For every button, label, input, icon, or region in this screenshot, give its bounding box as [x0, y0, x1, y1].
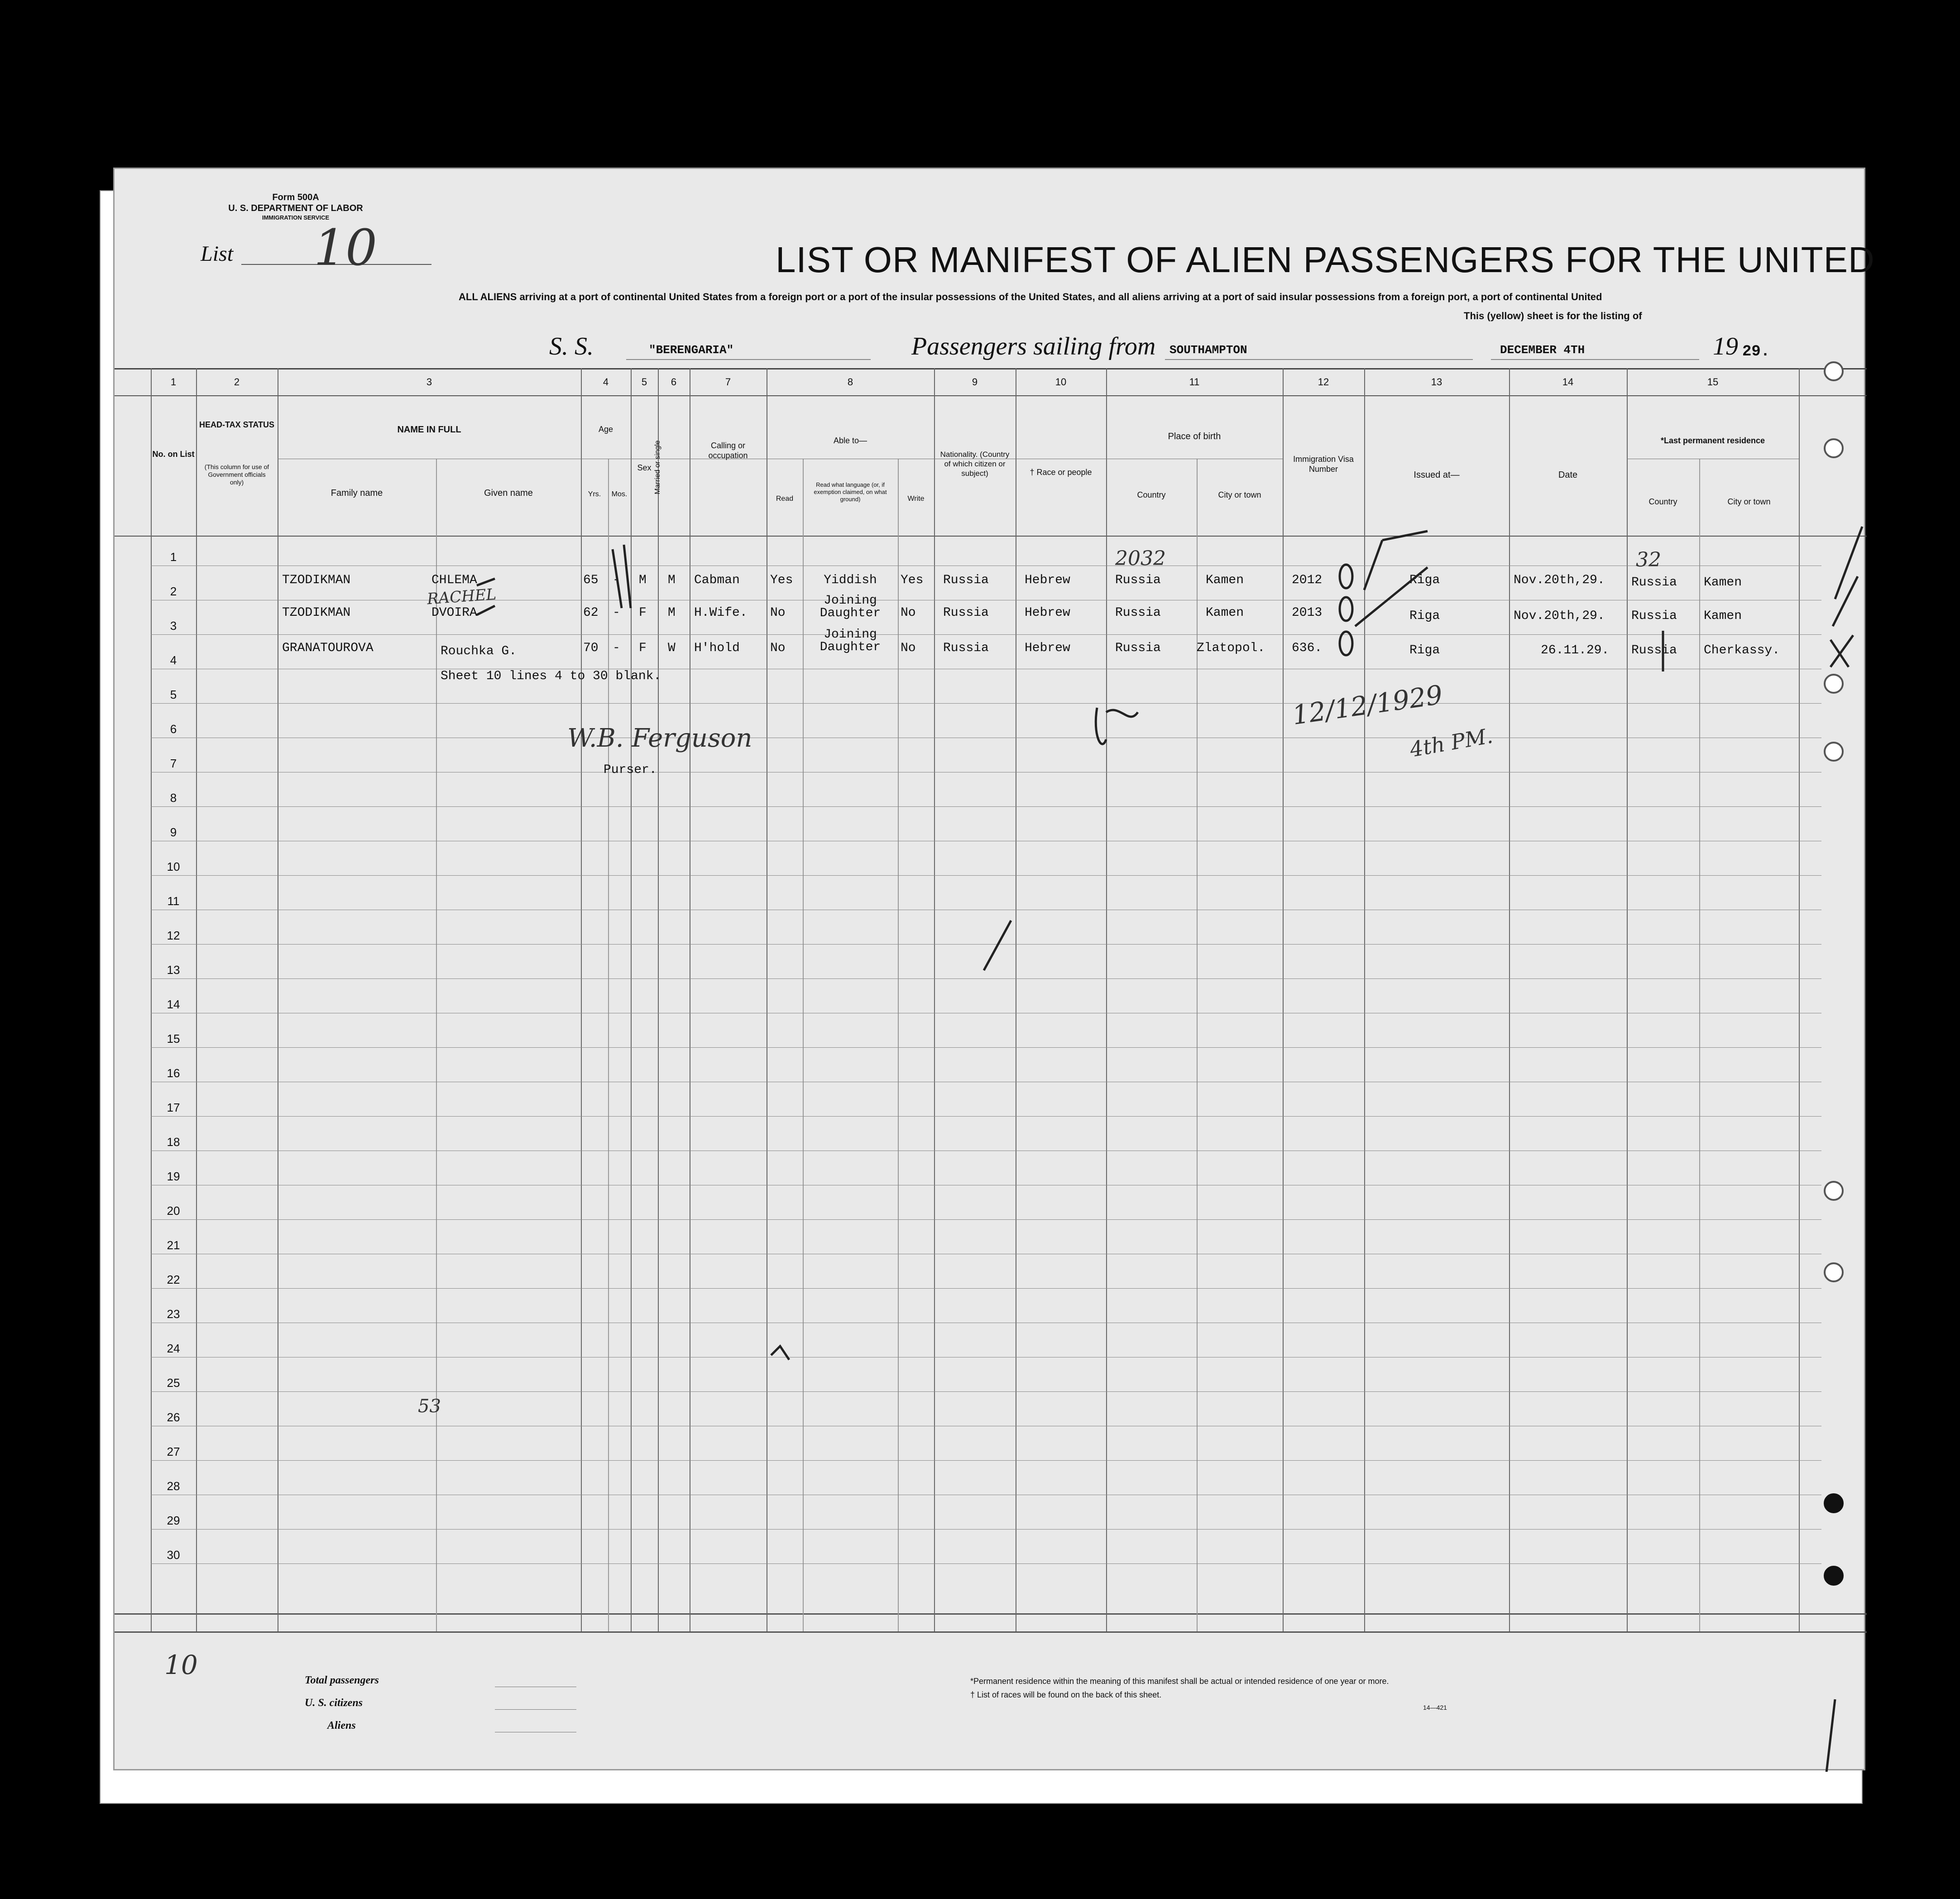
row3-visa: 636.: [1292, 641, 1323, 655]
header-date: Date: [1558, 470, 1578, 480]
header-visa: Immigration Visa Number: [1293, 455, 1354, 474]
stray-caret: [771, 1346, 789, 1360]
row2-birth-country: Russia: [1115, 606, 1161, 620]
row-number: 16: [167, 1066, 180, 1080]
binder-hole: [1824, 361, 1844, 381]
header-res-city: City or town: [1727, 497, 1771, 506]
row-number: 18: [167, 1135, 180, 1149]
purser-signature: W.B. Ferguson: [567, 724, 752, 753]
departure-date: DECEMBER 4TH: [1500, 343, 1585, 357]
col-number-13: 13: [1431, 376, 1442, 388]
header-head-tax: HEAD-TAX STATUS: [199, 420, 274, 429]
row1-write: Yes: [901, 573, 924, 587]
row3-language: Joining Daughter: [819, 628, 881, 654]
header-issued-at: Issued at—: [1414, 470, 1460, 480]
visa-check-1: [1364, 531, 1428, 590]
col-number-1: 1: [170, 376, 177, 388]
row1-nationality: Russia: [943, 573, 989, 587]
row3-calling: H'hold: [694, 641, 740, 655]
col-number-3: 3: [426, 376, 432, 388]
row3-issued-at: Riga: [1409, 643, 1440, 657]
footer-note-races: † List of races will be found on the back of this sheet.: [970, 1690, 1162, 1699]
manifest-title: LIST OR MANIFEST OF ALIEN PASSENGERS FOR THE UNITED: [776, 240, 1875, 280]
ss-label: S. S.: [549, 332, 594, 360]
footer-note-residence: *Permanent residence within the meaning of this manifest shall be actual or intended residence of one year or more.: [970, 1677, 1389, 1686]
row1-visa: 2012: [1292, 573, 1323, 587]
header-calling: Calling or occupation: [708, 441, 748, 460]
service-label: IMMIGRATION SERVICE: [262, 214, 330, 221]
row2-family: TZODIKMAN: [282, 606, 351, 620]
list-number: 10: [314, 219, 377, 277]
col-number-15: 15: [1707, 376, 1719, 388]
departure-port: SOUTHAMPTON: [1169, 343, 1247, 357]
row2-read: No: [770, 606, 786, 620]
year-suffix: 29.: [1742, 343, 1770, 360]
row3-sex: F: [639, 641, 647, 655]
col-number-14: 14: [1562, 376, 1574, 388]
footer-aliens: Aliens: [327, 1720, 356, 1731]
row2-visa: 2013: [1292, 606, 1323, 620]
manifest-subtitle-2: This (yellow) sheet is for the listing of: [1464, 310, 1642, 321]
binder-hole: [1824, 742, 1844, 762]
row-number: 12: [167, 929, 180, 942]
col-number-6: 6: [671, 376, 677, 388]
row1-issued-at: Riga: [1409, 573, 1440, 587]
row-number: 17: [167, 1101, 180, 1114]
row2-nationality: Russia: [943, 606, 989, 620]
row-number: 8: [170, 791, 177, 805]
margin-stroke: [1826, 1699, 1835, 1772]
row-number: 26: [167, 1410, 180, 1424]
row1-sex: M: [639, 573, 647, 587]
col-number-10: 10: [1055, 376, 1067, 388]
row-number: 9: [170, 825, 177, 839]
col-number-8: 8: [847, 376, 853, 388]
age-tick-1: [613, 549, 622, 608]
pen-marks: [115, 169, 1867, 1772]
row2-given: DVOIRA: [431, 606, 477, 620]
row1-mos: -: [613, 573, 620, 587]
visa-check-2: [1355, 567, 1428, 626]
stray-tick: [984, 921, 1011, 970]
row3-birth-city: Zlatopol.: [1197, 641, 1265, 655]
header-read: Read: [776, 495, 794, 503]
row-number: 2: [170, 585, 177, 598]
row2-date: Nov.20th,29.: [1514, 609, 1605, 623]
row1-date: Nov.20th,29.: [1514, 573, 1605, 587]
header-sex: Sex: [637, 463, 652, 472]
row1-language: Yiddish: [824, 573, 877, 587]
row1-res-city: Kamen: [1704, 575, 1742, 590]
row2-write: No: [901, 606, 916, 620]
row-number: 19: [167, 1170, 180, 1183]
header-able-to: Able to—: [833, 436, 867, 445]
residence-check-2: [1833, 576, 1858, 626]
binder-hole: [1824, 1493, 1844, 1513]
row3-family: GRANATOUROVA: [282, 641, 374, 655]
binder-hole: [1824, 1566, 1844, 1586]
row1-res-country: Russia: [1631, 575, 1677, 590]
header-res-country: Country: [1649, 497, 1677, 506]
row3-nationality: Russia: [943, 641, 989, 655]
row-number: 14: [167, 997, 180, 1011]
handwritten-rachel: RACHEL: [426, 585, 497, 609]
row1-race: Hebrew: [1025, 573, 1070, 587]
department-label: U. S. DEPARTMENT OF LABOR: [228, 203, 363, 213]
col-number-11: 11: [1189, 376, 1200, 388]
blank-lines-note: Sheet 10 lines 4 to 30 blank.: [441, 669, 661, 683]
row2-yrs: 62: [583, 606, 599, 620]
row-number: 4: [170, 653, 177, 667]
row2-birth-city: Kamen: [1206, 606, 1244, 620]
row-number: 5: [170, 688, 177, 701]
row3-birth-country: Russia: [1115, 641, 1161, 655]
sailing-label: Passengers sailing from: [911, 332, 1156, 360]
row3-date: 26.11.29.: [1541, 643, 1610, 657]
row-number: 10: [167, 860, 180, 873]
corner-number: 10: [164, 1650, 198, 1680]
row2-language: Joining Daughter: [819, 594, 881, 620]
header-write: Write: [907, 495, 925, 503]
row3-res-city: Cherkassy.: [1704, 643, 1780, 657]
row-number: 1: [170, 550, 177, 564]
header-head-tax-note: (This column for use of Government officials only): [204, 463, 269, 486]
col-number-9: 9: [972, 376, 978, 388]
residence-x: [1831, 635, 1853, 667]
year-prefix: 19: [1713, 332, 1738, 360]
row3-yrs: 70: [583, 641, 599, 655]
row1-family: TZODIKMAN: [282, 573, 351, 587]
col-number-12: 12: [1318, 376, 1329, 388]
check-mark-1: [477, 579, 495, 585]
row-number: 13: [167, 963, 180, 977]
row-number: 27: [167, 1445, 180, 1458]
header-age-mos: Mos.: [611, 490, 628, 498]
row1-calling: Cabman: [694, 573, 740, 587]
inspector-date: 12/12/1929: [1290, 679, 1445, 731]
binder-hole: [1824, 674, 1844, 694]
row-number: 29: [167, 1514, 180, 1527]
row2-sex: F: [639, 606, 647, 620]
row2-issued-at: Riga: [1409, 609, 1440, 623]
handwritten-annotation-1: 2032: [1115, 547, 1166, 570]
row1-given: CHLEMA: [431, 573, 477, 587]
header-married: Married or single: [654, 440, 661, 494]
row1-yrs: 65: [583, 573, 599, 587]
row1-birth-country: Russia: [1115, 573, 1161, 587]
row3-write: No: [901, 641, 916, 655]
age-tick-2: [624, 545, 631, 608]
header-age-yrs: Yrs.: [588, 490, 601, 498]
footer-form-code: 14—421: [1423, 1704, 1447, 1711]
row-number: 21: [167, 1238, 180, 1252]
list-label: List: [201, 242, 234, 266]
row2-mos: -: [613, 606, 620, 620]
visa-circle-1: [1340, 565, 1352, 588]
ship-name: "BERENGARIA": [649, 343, 734, 357]
header-no-on-list: No. on List: [152, 450, 195, 459]
row-number: 3: [170, 619, 177, 633]
row3-mos: -: [613, 641, 620, 655]
row2-res-country: Russia: [1631, 609, 1677, 623]
row-number: 24: [167, 1342, 180, 1355]
header-nationality: Nationality. (Country of which citizen or subject): [940, 450, 1010, 478]
col-number-4: 4: [603, 376, 609, 388]
header-age: Age: [598, 425, 613, 434]
visa-circle-3: [1340, 632, 1352, 655]
residence-check-1: [1835, 527, 1862, 599]
row3-given: Rouchka G.: [441, 644, 517, 658]
row2-res-city: Kamen: [1704, 609, 1742, 623]
header-read-language: Read what language (or, if exemption claimed, on what ground): [814, 481, 887, 503]
check-mark-2: [477, 606, 495, 615]
row-number: 28: [167, 1479, 180, 1493]
row2-race: Hebrew: [1025, 606, 1070, 620]
manifest-subtitle-1: ALL ALIENS arriving at a port of continental United States from a foreign port or a port of the insular possessions of the United States, and all aliens arriving at a port of said insular possessions from a foreign port, a port of continental United: [459, 291, 1602, 302]
handwritten-annotation-2: 32: [1636, 548, 1661, 571]
row-number: 7: [170, 757, 177, 770]
row-number: 20: [167, 1204, 180, 1218]
header-race: † Race or people: [1030, 468, 1092, 477]
binder-hole: [1824, 1181, 1844, 1201]
inspector-time: 4th PM.: [1408, 723, 1495, 762]
row-number: 22: [167, 1273, 180, 1286]
binder-hole: [1824, 1262, 1844, 1282]
header-family-name: Family name: [331, 488, 383, 498]
row3-read: No: [770, 641, 786, 655]
footer-total-passengers: Total passengers: [305, 1674, 379, 1686]
margin-number: 53: [418, 1396, 441, 1417]
row1-birth-city: Kamen: [1206, 573, 1244, 587]
row3-race: Hebrew: [1025, 641, 1070, 655]
header-last-residence: *Last permanent residence: [1660, 436, 1765, 445]
col-number-7: 7: [725, 376, 731, 388]
col-number-2: 2: [234, 376, 240, 388]
row2-married: M: [668, 606, 676, 620]
header-name-in-full: NAME IN FULL: [397, 425, 461, 435]
visa-circle-2: [1340, 597, 1352, 621]
header-given-name: Given name: [484, 488, 533, 498]
header-birth-city: City or town: [1218, 490, 1261, 499]
manifest-sheet: [113, 168, 1875, 1770]
row3-res-country: Russia: [1631, 643, 1677, 657]
row-number: 15: [167, 1032, 180, 1045]
header-birth-country: Country: [1137, 490, 1166, 499]
row1-married: M: [668, 573, 676, 587]
row1-read: Yes: [770, 573, 793, 587]
form-number: Form 500A: [272, 192, 319, 202]
inspector-initials: [1096, 708, 1138, 744]
header-place-of-birth: Place of birth: [1168, 432, 1221, 441]
row-number: 30: [167, 1548, 180, 1562]
footer-us-citizens: U. S. citizens: [305, 1697, 363, 1709]
binder-hole: [1824, 438, 1844, 458]
row-number: 11: [167, 894, 180, 908]
row3-married: W: [668, 641, 676, 655]
row-number: 23: [167, 1307, 180, 1321]
purser-label: Purser.: [604, 763, 657, 777]
col-number-5: 5: [641, 376, 647, 388]
row-number: 6: [170, 722, 177, 736]
row2-calling: H.Wife.: [694, 606, 748, 620]
row-number: 25: [167, 1376, 180, 1390]
